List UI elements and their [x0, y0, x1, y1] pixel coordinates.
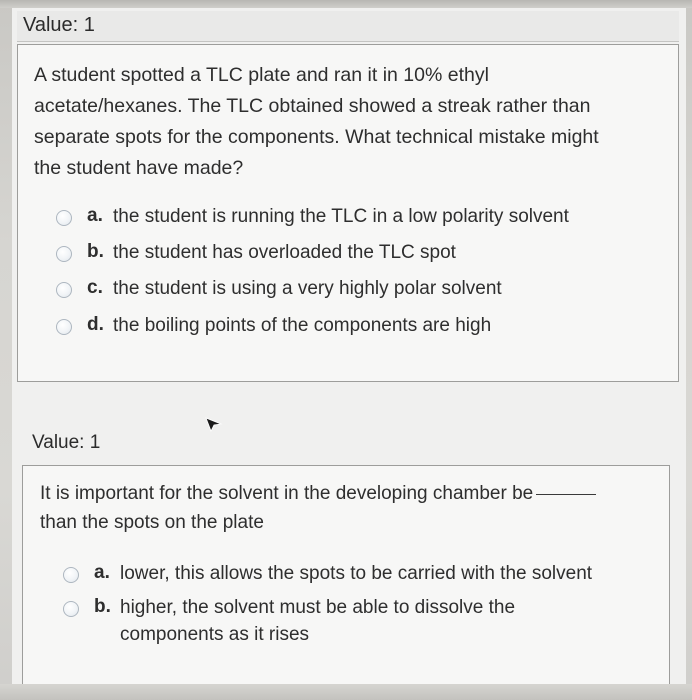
question-1-text-line: the student have made? — [34, 157, 244, 179]
option-text-line: higher, the solvent must be able to dissolve the — [120, 597, 516, 618]
question-1-text-line: A student spotted a TLC plate and ran it in 10% ethyl — [34, 64, 489, 86]
option-letter: a. — [94, 562, 110, 583]
mouse-pointer-icon — [205, 416, 223, 432]
option-text: the boiling points of the components are high — [113, 315, 492, 336]
question-2-text-line-1: It is important for the solvent in the developing chamber be — [40, 483, 534, 504]
question-1-text — [34, 60, 599, 184]
option-text — [120, 594, 515, 648]
radio-button[interactable] — [56, 210, 72, 226]
question-2-value-label: Value: 1 — [32, 432, 101, 453]
answer-blank — [536, 494, 596, 495]
option-text: lower, this allows the spots to be carried with the solvent — [120, 563, 593, 584]
question-2-option-a[interactable] — [63, 562, 592, 587]
option-text-line: components as it rises — [120, 624, 310, 645]
radio-button[interactable] — [63, 601, 79, 617]
question-1-box — [17, 44, 679, 382]
question-2-text-line-2: than the spots on the plate — [40, 512, 264, 533]
screen-top-edge — [0, 0, 692, 8]
option-letter: b. — [87, 241, 104, 262]
radio-button[interactable] — [56, 246, 72, 262]
radio-button[interactable] — [56, 319, 72, 335]
radio-button[interactable] — [56, 282, 72, 298]
question-1-text-line: acetate/hexanes. The TLC obtained showed a streak rather than — [34, 95, 591, 117]
option-text: the student is using a very highly polar solvent — [113, 278, 502, 299]
question-1-option-c[interactable] — [56, 277, 502, 302]
question-1-text-line: separate spots for the components. What technical mistake might — [34, 126, 599, 148]
question-2-box — [22, 465, 670, 685]
question-2-text — [40, 479, 596, 537]
screen-bottom-edge — [0, 684, 692, 700]
question-2-option-b[interactable] — [63, 596, 515, 648]
option-letter: b. — [94, 596, 111, 617]
option-text: the student has overloaded the TLC spot — [113, 242, 456, 263]
option-letter: c. — [87, 277, 103, 298]
option-text: the student is running the TLC in a low polarity solvent — [113, 206, 569, 227]
question-1-header — [17, 11, 679, 42]
question-2-text-line — [40, 479, 596, 508]
question-1-option-d[interactable] — [56, 314, 491, 339]
question-1-option-b[interactable] — [56, 241, 456, 266]
option-letter: a. — [87, 205, 103, 226]
radio-button[interactable] — [63, 567, 79, 583]
option-letter: d. — [87, 314, 104, 335]
question-1-option-a[interactable] — [56, 205, 569, 230]
question-1-value-label: Value: 1 — [23, 14, 95, 36]
